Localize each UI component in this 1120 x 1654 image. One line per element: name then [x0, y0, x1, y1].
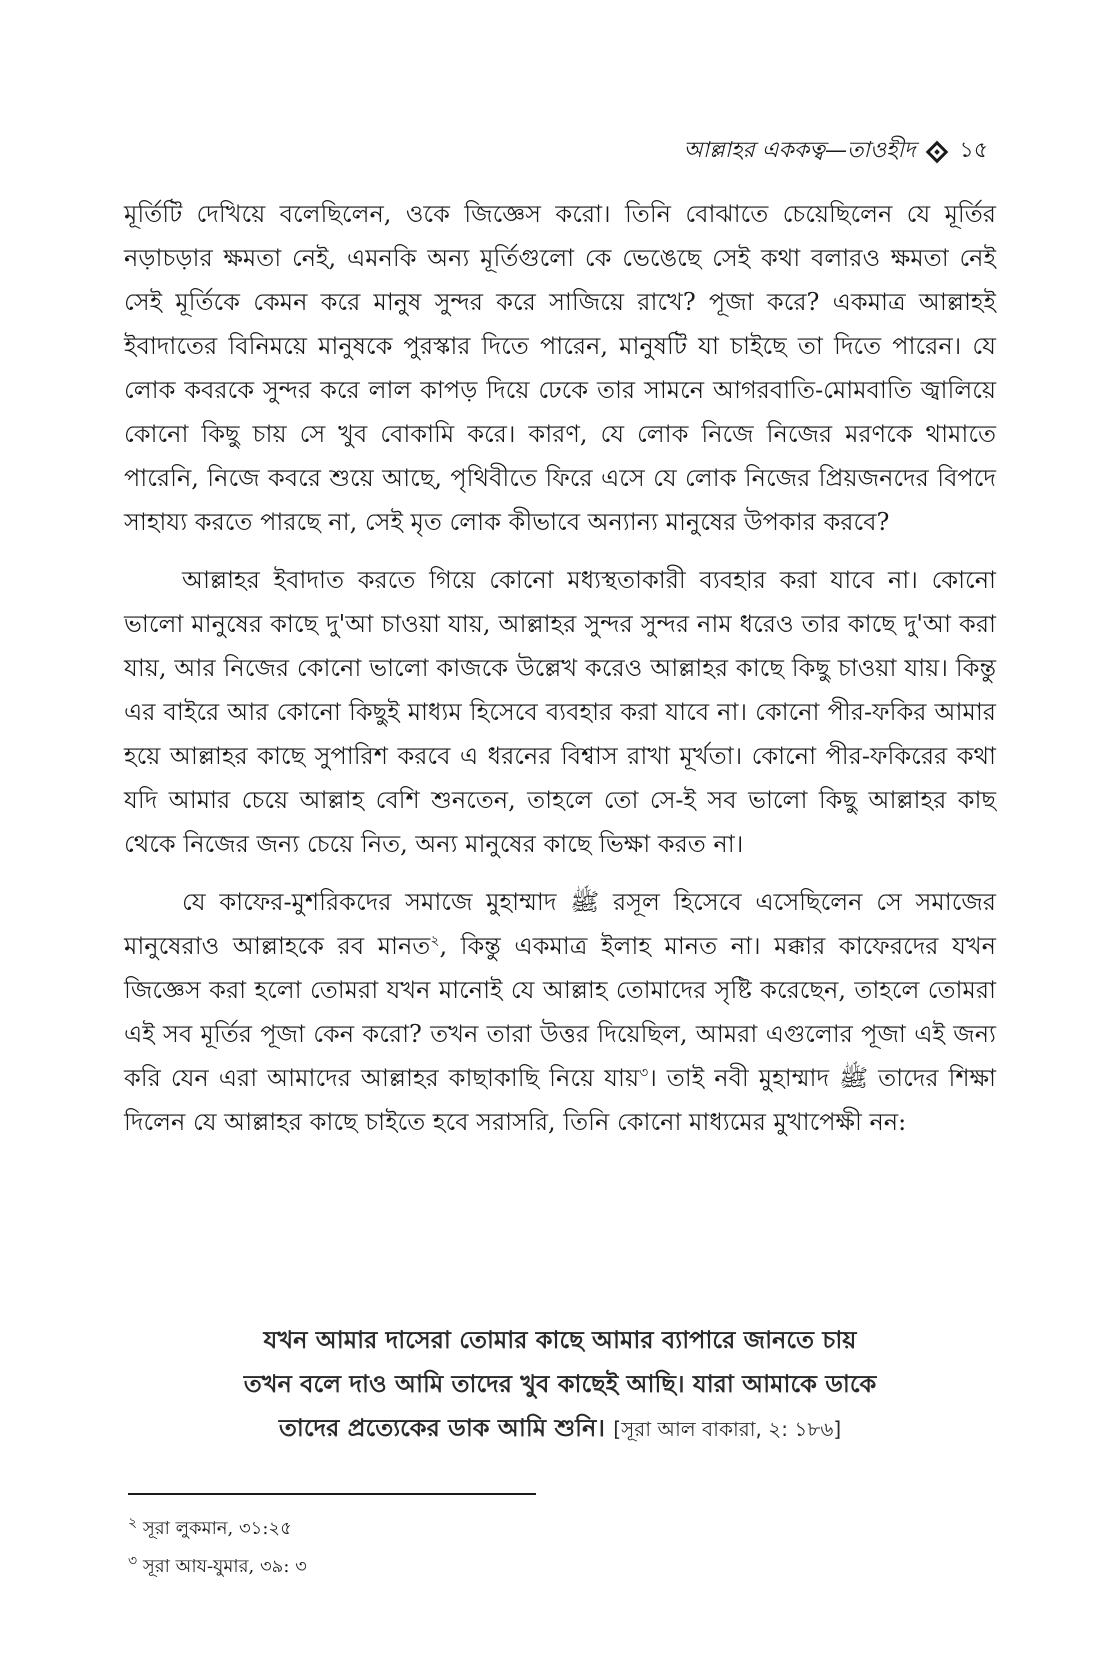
- footnote-mark: ৩: [128, 1553, 138, 1569]
- footnote-ref-3[interactable]: ৩: [639, 1065, 649, 1081]
- quote-line-2: তখন বলে দাও আমি তাদের খুব কাছেই আছি। যারা আমাকে ডাকে: [243, 1370, 877, 1398]
- paragraph-3-text-c: । তাই নবী মুহাম্মাদ ﷺ তাদের শিক্ষা দিলেন যে আল্লাহর কাছে চাইতে হবে সরাসরি, তিনি কোনো মাধ্যমের মুখাপেক্ষী নন:: [124, 1064, 996, 1136]
- footnote-mark: ২: [128, 1515, 138, 1531]
- paragraph-3: [124, 880, 996, 1144]
- footnote-ref-2[interactable]: ২: [430, 933, 440, 949]
- paragraph-1: মূর্তিটি দেখিয়ে বলেছিলেন, ওকে জিজ্ঞেস করো। তিনি বোঝাতে চেয়েছিলেন যে মূর্তির নড়াচড়ার ক্ষমতা নেই, এমনকি অন্য মূর্তিগুলো কে ভেঙেছে সেই কথা বলারও ক্ষমতা নেই সেই মূর্তিকে কেমন করে মানুষ সুন্দর করে সাজিয়ে রাখে? পূজা করে? একমাত্র আল্লাহই ইবাদাতের বিনিময়ে মানুষকে পুরস্কার দিতে পারেন, মানুষটি যা চাইছে তা দিতে পারেন। যে লোক কবরকে সুন্দর করে লাল কাপড় দিয়ে ঢেকে তার সামনে আগরবাতি-মোমবাতি জ্বালিয়ে কোনো কিছু চায় সে খুব বোকামি করে। কারণ, যে লোক নিজে নিজের মরণকে থামাতে পারেনি, নিজে কবরে শুয়ে আছে, পৃথিবীতে ফিরে এসে যে লোক নিজের প্রিয়জনদের বিপদে সাহায্য করতে পারছে না, সেই মৃত লোক কীভাবে অন্যান্য মানুষের উপকার করবে?: [124, 200, 996, 536]
- paragraph-3-text-b: , কিন্তু একমাত্র ইলাহ মানত না। মক্কার কাফেরদের যখন জিজ্ঞেস করা হলো তোমরা যখন মানোই যে আল্লাহ তোমাদের সৃষ্টি করেছেন, তাহলে তোমরা এই সব মূর্তির পূজা কেন করো? তখন তারা উত্তর দিয়েছিল, আমরা এগুলোর পূজা এই জন্য করি যেন এরা আমাদের আল্লাহর কাছাকাছি নিয়ে যায়: [124, 932, 996, 1092]
- quote-line-3-text: তাদের প্রত্যেকের ডাক আমি শুনি।: [278, 1414, 605, 1442]
- footnote-text: সূরা আয-যুমার, ৩৯: ৩: [142, 1556, 307, 1577]
- diamond-icon: [926, 140, 949, 163]
- paragraph-3-text-a: যে কাফের-মুশরিকদের সমাজে মুহাম্মাদ ﷺ রসূল হিসেবে এসেছিলেন সে সমাজের মানুষেরাও আল্লাহকে রব মানত: [124, 888, 997, 960]
- footnote-text: সূরা লুকমান, ৩১:২৫: [142, 1518, 292, 1539]
- quran-quote: [124, 1318, 996, 1451]
- footnote-divider: [128, 1493, 536, 1495]
- quote-reference: [সূরা আল বাকারা, ২: ১৮৬]: [613, 1417, 842, 1441]
- chapter-title: আল্লাহর এককত্ব—তাওহীদ: [683, 138, 916, 163]
- footnote-item: [128, 1510, 307, 1548]
- footnote-item: [128, 1548, 307, 1586]
- quote-line-1: যখন আমার দাসেরা তোমার কাছে আমার ব্যাপারে জানতে চায়: [263, 1326, 857, 1354]
- page-number: ১৫: [959, 138, 988, 163]
- paragraph-2: আল্লাহর ইবাদাত করতে গিয়ে কোনো মধ্যস্থতাকারী ব্যবহার করা যাবে না। কোনো ভালো মানুষের কাছে দু'আ চাওয়া যায়, আল্লাহর সুন্দর সুন্দর নাম ধরেও তার কাছে দু'আ করা যায়, আর নিজের কোনো ভালো কাজকে উল্লেখ করেও আল্লাহর কাছে কিছু চাওয়া যায়। কিন্তু এর বাইরে আর কোনো কিছুই মাধ্যম হিসেবে ব্যবহার করা যাবে না। কোনো পীর-ফকির আমার হয়ে আল্লাহর কাছে সুপারিশ করবে এ ধরনের বিশ্বাস রাখা মূর্খতা। কোনো পীর-ফকিরের কথা যদি আমার চেয়ে আল্লাহ বেশি শুনতেন, তাহলে তো সে-ই সব ভালো কিছু আল্লাহর কাছ থেকে নিজের জন্য চেয়ে নিত, অন্য মানুষের কাছে ভিক্ষা করত না।: [124, 566, 996, 858]
- body-text: [124, 192, 996, 1158]
- running-header: [683, 133, 988, 170]
- footnotes: [128, 1510, 307, 1586]
- quote-line-3: [124, 1406, 996, 1451]
